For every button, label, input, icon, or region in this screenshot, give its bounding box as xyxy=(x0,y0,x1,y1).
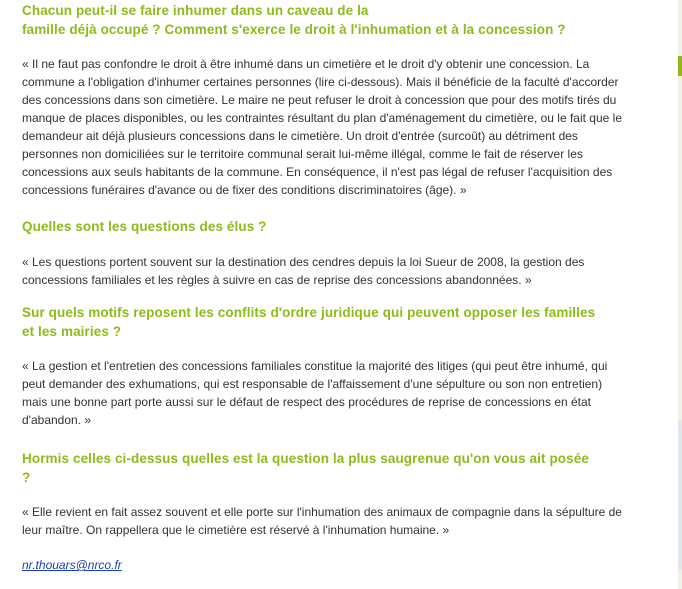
qa-section-1 xyxy=(22,1,652,199)
answer-paragraph: « Il ne faut pas confondre le droit à être inhumé dans un cimetière et le droit d'y obtenir une concession. La commune a l'obligation d'inhumer certaines personnes (lire ci-dessous). Mais il bénéficie de la faculté d'accorder des concessions dans son cimetière. Le maire ne peut refuser le droit à concession que pour des motifs tirés du manque de places disponibles, ou les contraintes résultant du plan d'aménagement du cimetière, ou le fait que le demandeur ait déjà plusieurs concessions dans le cimetière. Un droit d'entrée (surcoût) au détriment des personnes non domiciliées sur le territoire communal serait lui-même illégal, comme le fait de réserver les concessions aux seuls habitants de la commune. En conséquence, il n'est pas légal de refuser l'acquisition des concessions funéraires d'avance ou de fixer des conditions discriminatoires (âge). » xyxy=(22,57,622,197)
answer-paragraph: « Elle revient en fait assez souvent et elle porte sur l'inhumation des animaux de compagnie dans la sépulture de leur maître. On rappellera que le cimetière est réservé à l'inhumation humaine. » xyxy=(22,505,622,537)
question-heading: Hormis celles ci-dessus quelles est la question la plus saugrenue qu'on vous ait posée ? xyxy=(22,451,589,485)
question-heading: Sur quels motifs reposent les conflits d'ordre juridique qui peuvent opposer les familles et les mairies ? xyxy=(22,305,596,339)
qa-section-2 xyxy=(22,217,652,289)
qa-section-4 xyxy=(22,449,652,539)
author-contact xyxy=(22,556,652,574)
answer-paragraph: « Les questions portent souvent sur la destination des cendres depuis la loi Sueur de 2008, la gestion des concessions familiales et les règles à suivre en cas de reprise des concessions abandonnées. » xyxy=(22,255,585,287)
answer-paragraph: « La gestion et l'entretien des concessions familiales constitue la majorité des litiges (qui peut être inhumé, qui peut demander des exhumations, qui est responsable de l'affaissement d'une sépulture ou son non entretien) mais une bonne part porte aussi sur le défaut de respect des procédures de reprise de concessions en état d'abandon. » xyxy=(22,359,608,427)
question-heading: Chacun peut-il se faire inhumer dans un caveau de la famille déjà occupé ? Comment s'exerce le droit à l'inhumation et à la concession ? xyxy=(22,3,566,37)
qa-section-3 xyxy=(22,303,652,429)
right-edge-accent xyxy=(678,56,682,76)
article-body xyxy=(22,0,652,574)
right-edge-accent-lower xyxy=(678,420,682,570)
author-email-link[interactable]: nr.thouars@nrco.fr xyxy=(22,558,122,572)
question-heading: Quelles sont les questions des élus ? xyxy=(22,219,267,234)
